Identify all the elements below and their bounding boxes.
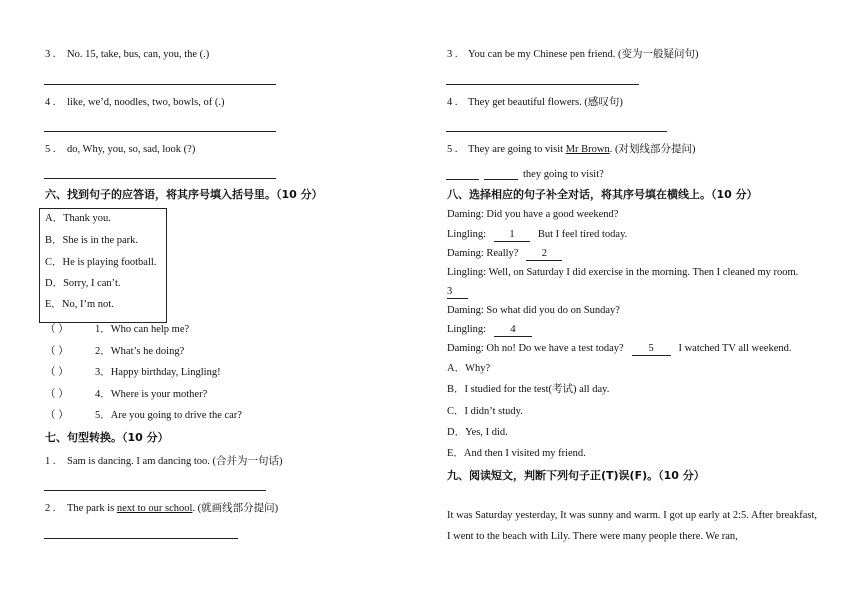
section-6-q2: 2．What’s he doing?: [95, 346, 185, 357]
reading-passage: It was Saturday yesterday, It was sunny and warm. I got up early at 2:5. After breakfast, I went to the beach with Lily. There were many people there. We ran,: [447, 510, 817, 542]
dialog-line-3: [447, 249, 562, 261]
dialog-line-2-speaker: Lingling:: [447, 229, 487, 240]
q3-number: 3 .: [45, 49, 56, 60]
dialog-blank-4[interactable]: 4: [494, 325, 532, 337]
section-6-q2-answer-paren[interactable]: （ ）: [45, 346, 69, 357]
dialog-line-7: [447, 325, 532, 337]
section-8-option-a: A．Why?: [447, 363, 491, 374]
dialog-line-6: Daming: So what did you do on Sunday?: [447, 305, 620, 316]
section-7-q2-post: . (就画线部分提问): [192, 503, 279, 514]
q3-prompt: No. 15, take, bus, can, you, the (.): [67, 49, 210, 60]
right-q5-blank-1[interactable]: [446, 179, 479, 180]
section-6-q5-answer-paren[interactable]: （ ）: [45, 410, 69, 421]
section-8-option-b: B．I studied for the test(考试) all day.: [447, 384, 610, 395]
right-q5-number: 5 .: [447, 144, 458, 155]
section-6-q1-answer-paren[interactable]: （ ）: [45, 324, 69, 335]
section-6-q5: 5．Are you going to drive the car?: [95, 410, 242, 421]
q4-prompt: like, we’d, noodles, two, bowls, of (.): [67, 97, 225, 108]
section-7-q1-prompt: Sam is dancing. I am dancing too. (合并为一句话): [67, 456, 283, 467]
section-6-heading: 六、找到句子的应答语，将其序号填入括号里。（10 分）: [45, 188, 323, 201]
section-7-q2-answer-line[interactable]: [44, 538, 238, 539]
section-7-q1-answer-line[interactable]: [44, 490, 266, 491]
right-q4-number: 4 .: [447, 97, 458, 108]
section-6-option-d: D．Sorry, I can’t.: [45, 278, 121, 289]
q5-number: 5 .: [45, 144, 56, 155]
dialog-blank-5[interactable]: 5: [632, 344, 671, 356]
dialog-line-4: Lingling: Well, on Saturday I did exercise in the morning. Then I cleaned my room.: [447, 267, 799, 278]
section-6-option-c: C．He is playing football.: [45, 257, 157, 268]
right-q5-underlined: Mr Brown: [565, 144, 610, 155]
section-7-q2-pre: The park is: [67, 503, 117, 514]
section-6-q1: 1．Who can help me?: [95, 324, 190, 335]
section-8-option-c: C．I didn’t study.: [447, 406, 523, 417]
dialog-line-8-post: I watched TV all weekend.: [678, 343, 792, 354]
right-q5-post: . (对划线部分提问): [609, 144, 696, 155]
section-7-q1-number: 1 .: [45, 456, 56, 467]
dialog-line-8: [447, 344, 791, 356]
section-7-heading: 七、句型转换。（10 分）: [45, 431, 169, 444]
dialog-line-8-pre: Daming: Oh no! Do we have a test today?: [447, 343, 624, 354]
section-6-q3: 3．Happy birthday, Lingling!: [95, 367, 221, 378]
right-q5-tail: they going to visit?: [523, 169, 604, 180]
q5-answer-line[interactable]: [44, 178, 276, 179]
section-6-option-a: A．Thank you.: [45, 213, 111, 224]
dialog-line-2: [447, 230, 627, 242]
right-q5-prompt: [468, 145, 696, 156]
section-6-q4: 4．Where is your mother?: [95, 389, 208, 400]
section-7-q2-number: 2 .: [45, 503, 56, 514]
section-9-heading: 九、阅读短文，判断下列句子正(T)误(F)。（10 分）: [447, 469, 705, 482]
right-q4-answer-line[interactable]: [446, 131, 667, 132]
dialog-blank-2[interactable]: 2: [526, 249, 562, 261]
section-8-option-e: E．And then I visited my friend.: [447, 448, 586, 459]
section-7-q2-prompt: [67, 504, 278, 515]
dialog-line-2-text: But I feel tired today.: [537, 229, 628, 240]
q3-answer-line[interactable]: [44, 84, 276, 85]
section-8-option-d: D．Yes, I did.: [447, 427, 508, 438]
q4-number: 4 .: [45, 97, 56, 108]
q4-answer-line[interactable]: [44, 131, 276, 132]
dialog-line-7-speaker: Lingling:: [447, 324, 487, 335]
dialog-line-3-text: Daming: Really?: [447, 248, 519, 259]
section-8-heading: 八、选择相应的句子补全对话，将其序号填在横线上。（10 分）: [447, 188, 758, 201]
right-q3-answer-line[interactable]: [446, 84, 639, 85]
dialog-blank-3[interactable]: 3: [447, 287, 468, 299]
section-6-option-b: B．She is in the park.: [45, 235, 139, 246]
right-q5-blank-2[interactable]: [484, 179, 518, 180]
dialog-line-1: Daming: Did you have a good weekend?: [447, 209, 619, 220]
section-6-q4-answer-paren[interactable]: （ ）: [45, 389, 69, 400]
dialog-blank-1[interactable]: 1: [494, 230, 530, 242]
right-q3-number: 3 .: [447, 49, 458, 60]
dialog-line-5: [447, 287, 468, 299]
section-7-q2-underlined: next to our school: [116, 503, 193, 514]
right-q4-prompt: They get beautiful flowers. (感叹句): [468, 97, 623, 108]
q5-prompt: do, Why, you, so, sad, look (?): [67, 144, 196, 155]
right-q3-prompt: You can be my Chinese pen friend. (变为一般疑问句): [468, 49, 699, 60]
section-6-q3-answer-paren[interactable]: （ ）: [45, 367, 69, 378]
right-q5-pre: They are going to visit: [468, 144, 566, 155]
section-6-option-e: E．No, I’m not.: [45, 299, 114, 310]
